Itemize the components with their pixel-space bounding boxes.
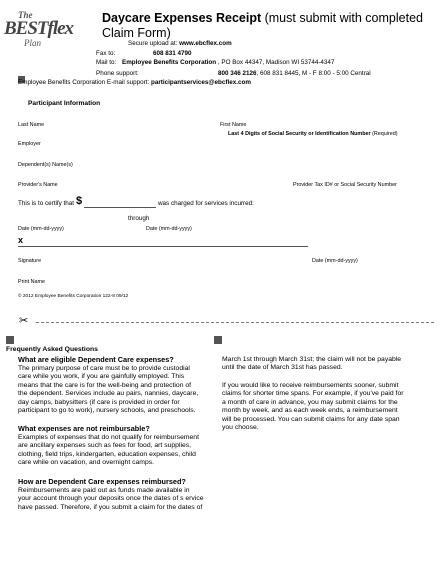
faq-a2-line: Examples of expenses that do not qualify for reimbursement bbox=[18, 434, 199, 441]
faq-a1-line: means that the care is for the well-being and protection of bbox=[18, 381, 192, 389]
title-rest: (must submit with completed bbox=[261, 11, 423, 25]
start-date-label: Date (mm-dd-yyyy) bbox=[18, 226, 64, 232]
faq-q3: How are Dependent Care expenses reimbursed? bbox=[18, 477, 186, 486]
through-text: through bbox=[128, 215, 150, 222]
signature-line[interactable] bbox=[18, 246, 308, 247]
provider-name-label: Provider's Name bbox=[18, 182, 58, 188]
secure-upload bbox=[128, 40, 232, 47]
logo-line1: The bbox=[18, 10, 33, 20]
faq-right-line: will be processed. You can submit claims for any date span bbox=[222, 415, 400, 423]
logo-line2: BESTflex bbox=[4, 18, 74, 39]
faq-right-line: a month of care in advance, you may submit claims for the bbox=[222, 398, 398, 406]
mail-address bbox=[122, 59, 334, 66]
faq-square-left bbox=[6, 336, 14, 344]
faq-right-line: March 1st through March 31st; the claim will not be payable bbox=[222, 356, 402, 363]
phone-rest: , 608 831 8445, M - F 8:00 - 5:00 Central bbox=[256, 70, 371, 77]
faq-right-line: month by week, and as each week ends, a reimbursement bbox=[222, 407, 398, 415]
faq-right-line: until the date of March 31st has passed. bbox=[222, 364, 343, 372]
secure-link[interactable]: www.ebcflex.com bbox=[179, 40, 232, 47]
ssn-label bbox=[228, 131, 398, 137]
phone-label: Phone support: bbox=[96, 70, 139, 77]
email-support bbox=[18, 79, 251, 86]
faq-a1 bbox=[18, 365, 198, 415]
logo-line3: Plan bbox=[24, 38, 41, 48]
faq-a2-line: clothing, field trips, kindergarten, education expenses, child bbox=[18, 450, 196, 458]
faq-a2 bbox=[18, 434, 199, 468]
dollar-sign: $ bbox=[76, 195, 83, 207]
faq-a3-line: have passed. Therefore, if you submit a claim for the dates of bbox=[18, 503, 203, 511]
faq-a3-line: your account through your deposits once the dates of s ervice bbox=[18, 495, 204, 503]
faq-a1-line: the dependent. Services include au pairs, nannies, daycare, bbox=[18, 390, 199, 398]
provider-tax-label: Provider Tax ID# or Social Security Number bbox=[293, 182, 397, 188]
signature-date-label: Date (mm-dd-yyyy) bbox=[312, 258, 358, 264]
faq-q2: What expenses are not reimbursable? bbox=[18, 424, 150, 433]
faq-a3 bbox=[18, 487, 204, 512]
first-name-label: First Name bbox=[220, 122, 247, 128]
copyright: © 2012 Employee Benefits Corporation 122-8 09/12 bbox=[18, 294, 129, 299]
email-link[interactable]: participantservices@ebcflex.com bbox=[151, 79, 251, 86]
ssn-rest: (Required) bbox=[370, 131, 398, 137]
title-bold: Daycare Expenses Receipt bbox=[102, 11, 262, 25]
faq-q1: What are eligible Dependent Care expenses? bbox=[18, 355, 174, 364]
end-date-label: Date (mm-dd-yyyy) bbox=[146, 226, 192, 232]
faq-square-right bbox=[214, 336, 222, 344]
faq-a1-line: care while you work, if you are gainfully employed. This bbox=[18, 373, 185, 381]
cut-line bbox=[36, 322, 434, 323]
faq-a2-line: are ancillary expenses such as fees for food, art supplies, bbox=[18, 442, 192, 450]
section-title: Participant Information bbox=[28, 100, 101, 107]
faq-right-p1 bbox=[222, 356, 401, 373]
faq-right-line: If you would like to receive reimbursements sooner, submit bbox=[222, 382, 399, 389]
faq-heading: Frequently Asked Questions bbox=[6, 346, 98, 353]
email-text: Employee Benefits Corporation E-mail support: bbox=[18, 79, 151, 86]
fax-value: 608 831 4790 bbox=[153, 50, 192, 57]
faq-a1-line: day camps, babysitters (if care is provided in order for bbox=[18, 398, 180, 406]
faq-a3-line: Reimbursements are paid out as funds made available in bbox=[18, 487, 190, 494]
ssn-bold: Last 4 Digits of Social Security or Identification Number bbox=[228, 131, 371, 137]
phone-bold: 800 346 2126 bbox=[218, 70, 257, 77]
faq-right-p2 bbox=[222, 382, 404, 432]
signature-label: Signature bbox=[18, 258, 42, 264]
charged-text: was charged for services incurred: bbox=[158, 200, 254, 207]
faq-right-line: claims for shorter time spans. For example, if you've paid for bbox=[222, 390, 404, 398]
page-title-line2: Claim Form) bbox=[102, 26, 171, 40]
signature-x: x bbox=[18, 235, 24, 245]
secure-label: Secure upload at: bbox=[128, 40, 180, 47]
faq-a1-line: The primary purpose of care must be to provide custodial bbox=[18, 365, 190, 372]
page-title bbox=[102, 11, 423, 25]
print-name-label: Print Name bbox=[18, 279, 45, 285]
mail-label: Mail to: bbox=[96, 59, 117, 66]
amount-line[interactable] bbox=[84, 207, 156, 208]
dependents-label: Dependent(s) Name(s) bbox=[18, 162, 73, 168]
faq-a1-line: participant to go to work), nursery schools, and preschools. bbox=[18, 407, 196, 415]
mail-company: Employee Benefits Corporation bbox=[122, 59, 217, 66]
employer-label: Employer bbox=[18, 141, 41, 147]
phone-value bbox=[218, 70, 371, 77]
last-name-label: Last Name bbox=[18, 122, 45, 128]
faq-right-line: you choose. bbox=[222, 424, 259, 432]
scissors-icon: ✂ bbox=[19, 315, 29, 327]
fax-label: Fax to: bbox=[96, 50, 116, 57]
mail-address-text: , PO Box 44347, Madison WI 53744-4347 bbox=[216, 59, 335, 66]
faq-a2-line: care while on vacation, and overnight camps. bbox=[18, 459, 155, 467]
certify-text: This is to certify that bbox=[18, 200, 74, 207]
